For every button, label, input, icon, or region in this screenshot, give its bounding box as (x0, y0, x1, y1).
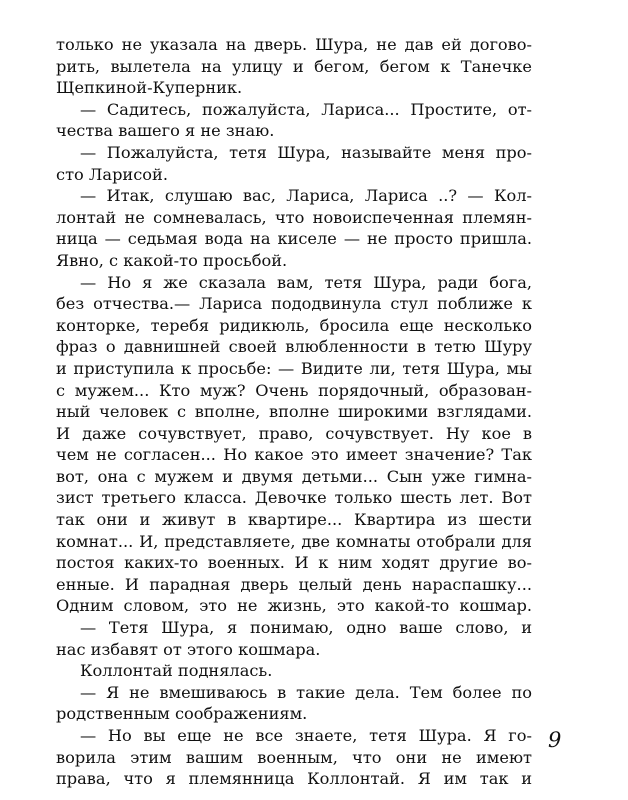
text-line: и приступила к просьбе: — Видите ли, тетя Шура, мы (56, 358, 532, 378)
text-line: — Я не вмешиваюсь в такие дела. Тем более по (80, 682, 532, 702)
text-line: Одним словом, это не жизнь, это какой-то кошмар. (56, 596, 532, 616)
text-line: фраз о давнишней своей влюбленности в тетю Шуру (56, 337, 532, 357)
text-line: рить, вылетела на улицу и бегом, бегом к Танечке (56, 56, 532, 76)
text-line: И даже сочувствует, право, сочувствует. Ну кое в (56, 423, 532, 443)
text-line: — Тетя Шура, я понимаю, одно ваше слово, и (80, 618, 532, 638)
text-line: только не указала на дверь. Шура, не дав ей догово- (56, 35, 532, 54)
text-line: чества вашего я не знаю. (56, 121, 275, 141)
text-line: лонтай не сомневалась, что новоиспеченная племян- (56, 207, 532, 227)
text-line: — Садитесь, пожалуйста, Лариса... Простите, от- (80, 99, 532, 119)
text-line: постоя каких-то военных. И к ним ходят другие во- (56, 553, 532, 573)
text-line: — Но вы еще не все знаете, тетя Шура. Я го- (80, 726, 532, 745)
text-line: ница — седьмая вода на киселе — не просто пришла. (56, 229, 532, 249)
text-line: конторке, теребя ридикюль, бросила еще несколько (56, 315, 532, 335)
text-line: — Но я же сказала вам, тетя Шура, ради бога, (80, 272, 532, 292)
text-line: комнат... И, представляете, две комнаты отобрали для (56, 531, 532, 551)
text-line: сто Ларисой. (56, 164, 168, 184)
text-line: без отчества.— Лариса пододвинула стул поближе к (56, 294, 532, 314)
text-line: Щепкиной-Куперник. (56, 78, 243, 98)
text-line: — Пожалуйста, тетя Шура, называйте меня про- (80, 142, 532, 162)
text-line: нас избавят от этого кошмара. (56, 639, 321, 659)
text-line: ворила этим вашим военным, что они не имеют (56, 747, 532, 767)
text-line: родственным соображениям. (56, 704, 308, 724)
text-line: права, что я племянница Коллонтай. Я им так и (56, 769, 532, 789)
book-page-text (56, 34, 532, 790)
text-line: — Итак, слушаю вас, Лариса, Лариса ..? — Кол- (80, 186, 532, 206)
text-line: зист третьего класса. Девочке только шесть лет. Вот (56, 488, 532, 508)
text-line: ный человек с вполне, вполне широкими взглядами. (56, 402, 532, 422)
text-line: енные. И парадная дверь целый день нараспашку... (56, 574, 532, 594)
text-line: вот, она с мужем и двумя детьми... Сын уже гимна- (56, 466, 532, 486)
text-line: с мужем... Кто муж? Очень порядочный, образован- (56, 380, 532, 400)
text-line: Явно, с какой-то просьбой. (56, 250, 288, 270)
text-line: Коллонтай поднялась. (80, 661, 273, 681)
text-line: так они и живут в квартире... Квартира из шести (56, 510, 532, 530)
text-line: чем не согласен... Но какое это имеет значение? Так (56, 445, 532, 465)
page-number: 9 (548, 728, 562, 752)
